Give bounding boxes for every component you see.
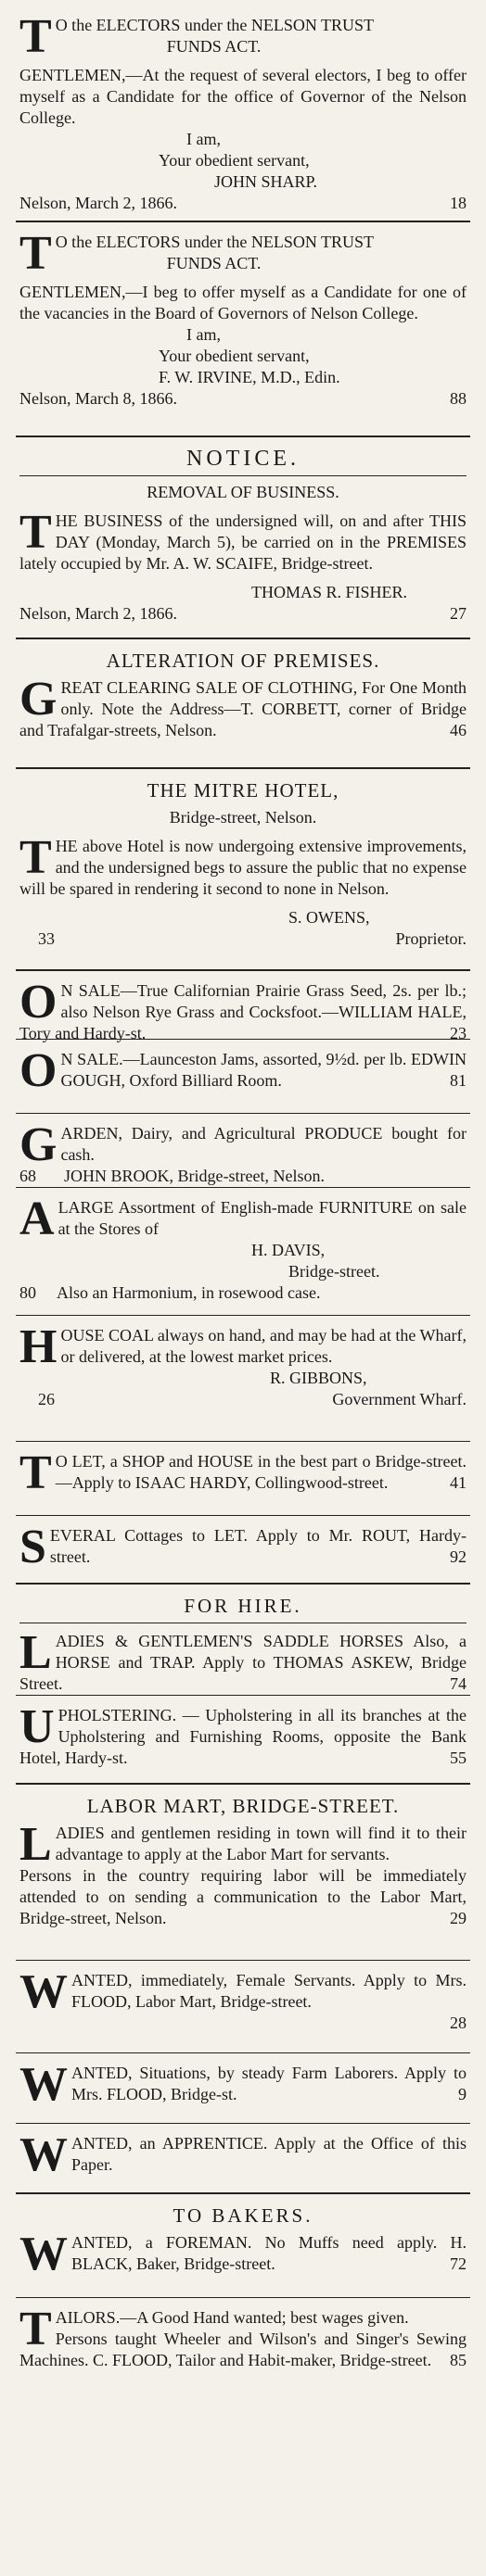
ad-body: GARDEN, Dairy, and Agricultural PRODUCE bought for cash.: [19, 1118, 467, 1171]
ad-date: Nelson, March 8, 1866.: [19, 389, 177, 408]
signature: THOMAS R. FISHER.: [251, 583, 408, 601]
extra-row: [19, 1282, 467, 1304]
ad-body: TAILORS.—A Good Hand wanted; best wages given.: [19, 2303, 409, 2355]
ad-body: LADIES & GENTLEMEN'S SADDLE HORSES Also, a HORSE and TRAP. Apply to THOMAS ASKEW, Bridge Street.: [19, 1626, 467, 1693]
ad-body: THE above Hotel is now undergoing extensive improvements, and the undersigned begs to assure the public that no expense will be spared in rendering it second to none in Nelson.: [19, 831, 467, 898]
ad-body-continued: Persons in the country requiring labor will be immediately attended to on sending a communication to the Labor Mart, Bridge-street, Nelson.: [19, 1866, 467, 1927]
drop-cap: T: [19, 831, 52, 884]
ad-number: 92: [450, 1547, 467, 1566]
closing-line: Your obedient servant,: [159, 151, 310, 170]
signature-role: Proprietor.: [395, 929, 467, 948]
ad-body: UPHOLSTERING. — Upholstering in all its branches at the Upholstering and Furnishing Rooms, opposite the Bank Hotel, Hardy-st.: [19, 1700, 467, 1767]
section-heading: FOR HIRE.: [19, 1586, 467, 1623]
ad-body: O N SALE—True Californian Prairie Grass Seed, 2s. per lb.; also Nelson Rye Grass and Cocksfoot.—WILLIAM HALE, Tory and Hardy-st. 23: [19, 976, 467, 1042]
closing-line: I am,: [186, 325, 221, 344]
ad-number: 46: [450, 721, 467, 739]
ad-body: THE BUSINESS of the undersigned will, on and after THIS DAY (Monday, March 5), be carried on in the PREMISES lately occupied by Mr. A. W. SCAIFE, Bridge-street.: [19, 506, 467, 573]
ad-body: WANTED, immediately, Female Servants. Apply to Mrs. FLOOD, Labor Mart, Bridge-street.: [19, 1965, 467, 2018]
section-subheading: REMOVAL OF BUSINESS.: [19, 475, 467, 503]
section-heading: THE MITRE HOTEL,: [147, 779, 339, 802]
ad-body: SEVERAL Cottages to LET. Apply to Mr. ROUT, Hardy-street.: [19, 1521, 467, 1573]
ad-number: 26: [38, 1390, 55, 1408]
ad-notice: [16, 437, 470, 639]
signature: R. GIBBONS,: [270, 1369, 367, 1387]
ad-body: ALARGE Assortment of English-made FURNITURE on sale at the Stores of: [19, 1193, 467, 1245]
ad-date: Nelson, March 2, 1866.: [19, 604, 177, 623]
ad-number: 28: [450, 2014, 467, 2032]
signature-street: Bridge-street.: [288, 1262, 380, 1281]
ad-title: T O the ELECTORS under the NELSON TRUST FUNDS ACT.: [19, 10, 375, 63]
drop-cap: U: [19, 1700, 55, 1753]
ad-body: GENTLEMEN,—At the request of several electors, I beg to offer myself as a Candidate for the office of Governor of the Nelson College.: [19, 66, 467, 127]
drop-cap: L: [19, 1626, 52, 1679]
ad-number: 18: [450, 194, 467, 212]
ad-wanted-situations: [16, 2053, 470, 2124]
signature: F. W. IRVINE, M.D., Edin.: [159, 368, 340, 386]
ad-number: 33: [38, 929, 55, 948]
ad-body: GENTLEMEN,—I beg to offer myself as a Candidate for one of the vacancies in the Board of Governors of Nelson College.: [19, 283, 467, 322]
ad-title: T O the ELECTORS under the NELSON TRUST FUNDS ACT.: [19, 227, 375, 280]
ad-body: WANTED, Situations, by steady Farm Laborers. Apply to Mrs. FLOOD, Bridge-st.: [19, 2058, 467, 2111]
ad-number: 41: [450, 1473, 467, 1492]
ad-garden-produce: [16, 1114, 470, 1188]
ad-body: LADIES and gentlemen residing in town will find it to their advantage to apply at the Labor Mart for servants.: [19, 1818, 467, 1871]
ad-number: 27: [450, 604, 467, 623]
drop-cap: T: [19, 1446, 52, 1499]
ad-wanted-servants: [16, 1961, 470, 2053]
ad-to-bakers: [16, 2194, 470, 2298]
ad-labor-mart: [16, 1785, 470, 1961]
drop-cap: T: [19, 506, 52, 559]
section-heading: ALTERATION OF PREMISES.: [106, 650, 380, 672]
ad-number: 68: [19, 1167, 36, 1185]
signature: JOHN SHARP.: [214, 172, 318, 191]
ad-extra: Also an Harmonium, in rosewood case.: [57, 1283, 321, 1302]
ad-tailors: [16, 2298, 470, 2413]
newspaper-advertisements-column: [16, 0, 470, 2413]
ad-body: O N SALE.—Launceston Jams, assorted, 9½d. per lb. EDWIN GOUGH, Oxford Billiard Room.: [19, 1044, 467, 1097]
signature-place: Government Wharf.: [332, 1390, 467, 1408]
ad-for-hire: [16, 1585, 470, 1696]
signature: JOHN BROOK, Bridge-street, Nelson.: [64, 1167, 325, 1185]
ad-number: 23: [450, 1024, 467, 1042]
signature-row: [19, 1166, 467, 1187]
drop-cap: W: [19, 1965, 68, 2018]
ad-body: WANTED, a FOREMAN. No Muffs need apply. H. BLACK, Baker, Bridge-street.: [19, 2228, 467, 2280]
date-row: [19, 388, 467, 410]
ad-number: 80: [19, 1283, 36, 1302]
signature: H. DAVIS,: [251, 1241, 326, 1259]
closing-line: I am,: [186, 130, 221, 148]
date-row: [19, 193, 467, 214]
drop-cap: T: [19, 227, 52, 280]
ad-cottages: [16, 1516, 470, 1585]
ad-furniture-davis: [16, 1188, 470, 1316]
closing-line: Your obedient servant,: [159, 347, 310, 365]
ad-number: 55: [450, 1749, 467, 1767]
ad-irvine: [16, 222, 470, 437]
ad-on-sale-grass-seed: [16, 971, 470, 1040]
ad-body-continued: Persons taught Wheeler and Wilson's and Singer's Sewing Machines. C. FLOOD, Tailor and Habit-maker, Bridge-street.: [19, 2330, 467, 2369]
ad-body: HOUSE COAL always on hand, and may be had at the Wharf, or delivered, at the lowest market prices.: [19, 1320, 467, 1373]
drop-cap: L: [19, 1818, 52, 1871]
ad-number: 88: [450, 389, 467, 408]
ad-number: 74: [450, 1674, 467, 1693]
ad-wanted-apprentice: [16, 2124, 470, 2194]
drop-cap: W: [19, 2128, 68, 2181]
drop-cap: W: [19, 2058, 68, 2111]
ad-upholstering: [16, 1696, 470, 1785]
drop-cap: W: [19, 2228, 68, 2280]
drop-cap: T: [19, 10, 52, 63]
drop-cap: O: [19, 976, 58, 1029]
ad-house-coal: [16, 1316, 470, 1442]
signature-row: [19, 1389, 467, 1410]
ad-number: 72: [450, 2254, 467, 2273]
drop-cap: O: [19, 1044, 58, 1097]
ad-number: 81: [450, 1071, 467, 1090]
ad-number: 29: [450, 1909, 467, 1927]
ad-alteration: [16, 639, 470, 769]
ad-body: T O LET, a SHOP and HOUSE in the best part o Bridge-street.—Apply to ISAAC HARDY, Collingwood-street.: [19, 1446, 467, 1499]
ad-date: Nelson, March 2, 1866.: [19, 194, 177, 212]
date-row: [19, 928, 467, 950]
ad-number: 9: [458, 2085, 467, 2103]
drop-cap: S: [19, 1521, 46, 1573]
section-heading: NOTICE.: [186, 447, 300, 471]
ad-john-sharp: [16, 6, 470, 222]
ad-to-let-shop: [16, 1442, 470, 1516]
drop-cap: A: [19, 1193, 55, 1245]
section-heading: LABOR MART, BRIDGE-STREET.: [86, 1795, 400, 1817]
drop-cap: G: [19, 1118, 58, 1171]
section-subheading: Bridge-street, Nelson.: [169, 808, 317, 827]
ad-number: 85: [450, 2351, 467, 2369]
ad-body: WANTED, an APPRENTICE. Apply at the Office of this Paper.: [19, 2128, 467, 2181]
ad-on-sale-jams: [16, 1040, 470, 1114]
signature: S. OWENS,: [288, 908, 370, 927]
drop-cap: T: [19, 2303, 52, 2355]
ad-body: GREAT CLEARING SALE OF CLOTHING, For One Month only. Note the Address—T. CORBETT, corner of Bridge and Trafalgar-streets, Nelson.: [19, 673, 467, 739]
drop-cap: G: [19, 673, 58, 726]
section-heading: TO BAKERS.: [173, 2204, 313, 2227]
ad-mitre-hotel: [16, 769, 470, 971]
drop-cap: H: [19, 1320, 58, 1373]
date-row: [19, 603, 467, 625]
